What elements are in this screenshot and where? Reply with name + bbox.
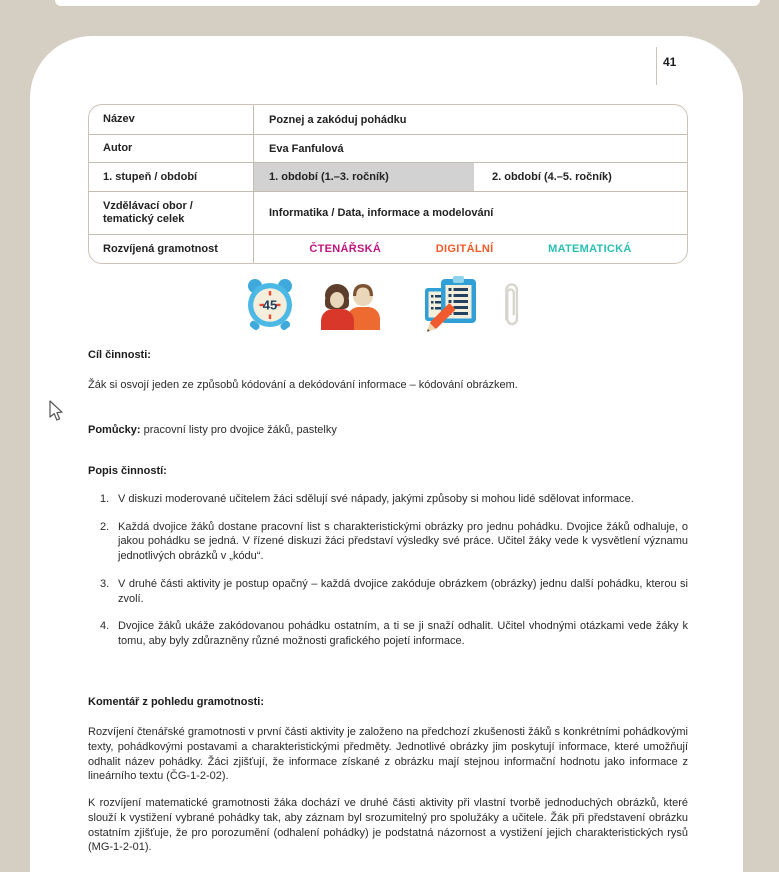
pupil-pair-icon <box>318 282 384 330</box>
literacy-matematicka: MATEMATICKÁ <box>548 243 632 255</box>
pomucky-line <box>88 423 688 438</box>
alarm-clock-45-icon <box>246 276 294 332</box>
table-row-gramotnost <box>89 234 687 263</box>
previous-page-edge <box>55 0 760 6</box>
stupen-label: 1. stupeň / období <box>89 163 254 191</box>
popis-list <box>100 492 688 662</box>
nazev-label: Název <box>89 105 254 134</box>
literacy-ctenarska: ČTENÁŘSKÁ <box>309 243 382 255</box>
pomucky-label: Pomůcky: <box>88 424 141 436</box>
list-item-text: V diskuzi moderované učitelem žáci sdělují své nápady, jakými způsoby si mohou lidé sdělovat informace. <box>118 493 634 505</box>
list-item <box>100 520 688 564</box>
pomucky-text: pracovní listy pro dvojice žáků, pastelky <box>143 424 337 436</box>
table-row-autor <box>89 134 687 162</box>
list-item-number: 3. <box>100 577 110 590</box>
obor-label: Vzdělávací obor / tematický celek <box>89 192 254 234</box>
nazev-value: Poznej a zakóduj pohádku <box>269 113 407 126</box>
worksheet-with-pencil-icon <box>424 276 480 334</box>
period-option-2: 2. období (4.–5. ročník) <box>492 171 612 183</box>
list-item-number: 4. <box>100 620 110 633</box>
page-number: 41 <box>663 55 677 69</box>
list-item-number: 1. <box>100 493 110 505</box>
list-item-text: Každá dvojice žáků dostane pracovní list s charakteristickými obrázky pro jednu pohádku. Dvojice žáků odhaluje, o jakou pohádku se jedná. V řízené diskuzi žáci představí výsledky své práce. Učitel žáky vede k vysvětlení významu jednotlivých obrázků v „kódu“. <box>118 520 688 563</box>
list-item-text: Dvojice žáků ukáže zakódovanou pohádku ostatním, a ti se ji snaží odhalit. Učitel vhodnými otázkami vede žáky k tomu, aby byly zdůrazněny různé možnosti grafického pojetí informace. <box>118 620 688 647</box>
table-row-stupen <box>89 162 687 191</box>
list-item <box>100 577 688 606</box>
komentar-paragraph-1: Rozvíjení čtenářské gramotnosti v první části aktivity je založeno na předchozí zkušenosti žáků s konkrétními pohádkovými texty, pohádkovými postavami a charakteristickými předměty. Jednotlivé obrázky jim poskytují informace, které umožňují odhalit název pohádky. Žáci zjišťují, že informace získané z obrázku mají stejnou informační hodnotu jako informace z lineárního textu (ČG-1-2-02). <box>88 726 688 783</box>
autor-label: Autor <box>89 135 254 162</box>
table-row-obor <box>89 191 687 234</box>
gramotnost-label: Rozvíjená gramotnost <box>89 235 254 263</box>
period-option-1-selected: 1. období (1.–3. ročník) <box>254 163 474 191</box>
table-row-nazev <box>89 105 687 134</box>
cil-heading: Cíl činnosti: <box>88 349 151 361</box>
list-item <box>100 492 688 507</box>
page-number-divider <box>656 47 657 85</box>
list-item-text: V druhé části aktivity je postup opačný – každá dvojice zakóduje obrázkem (obrázky) jednu další pohádku, kterou si zvolí. <box>118 577 688 605</box>
komentar-heading: Komentář z pohledu gramotnosti: <box>88 696 264 708</box>
list-item-number: 2. <box>100 520 110 533</box>
obor-value: Informatika / Data, informace a modelování <box>269 207 494 219</box>
popis-heading: Popis činností: <box>88 465 167 477</box>
autor-value: Eva Fanfulová <box>269 142 344 155</box>
clock-duration-text: 45 <box>262 297 278 313</box>
cil-text: Žák si osvojí jeden ze způsobů kódování a dekódování informace – kódování obrázkem. <box>88 379 518 391</box>
list-item <box>100 619 688 648</box>
activity-info-table <box>88 104 688 264</box>
komentar-paragraph-2: K rozvíjení matematické gramotnosti žáka dochází ve druhé části aktivity při vlastní tvorbě jednoduchých obrázků, které slouží k vystižení vybrané pohádky tak, aby záznam byl srozumitelný pro spolužáky a učitele. Žák při představení obrázku ostatním zjišťuje, že pro porozumění (odhalení pohádky) je podstatná názornost a vystižení jejich charakteristických rysů (MG-1-2-01). <box>88 797 688 854</box>
literacy-digitalni: DIGITÁLNÍ <box>435 243 494 255</box>
mouse-cursor <box>49 400 65 422</box>
paperclip-icon <box>500 277 524 332</box>
